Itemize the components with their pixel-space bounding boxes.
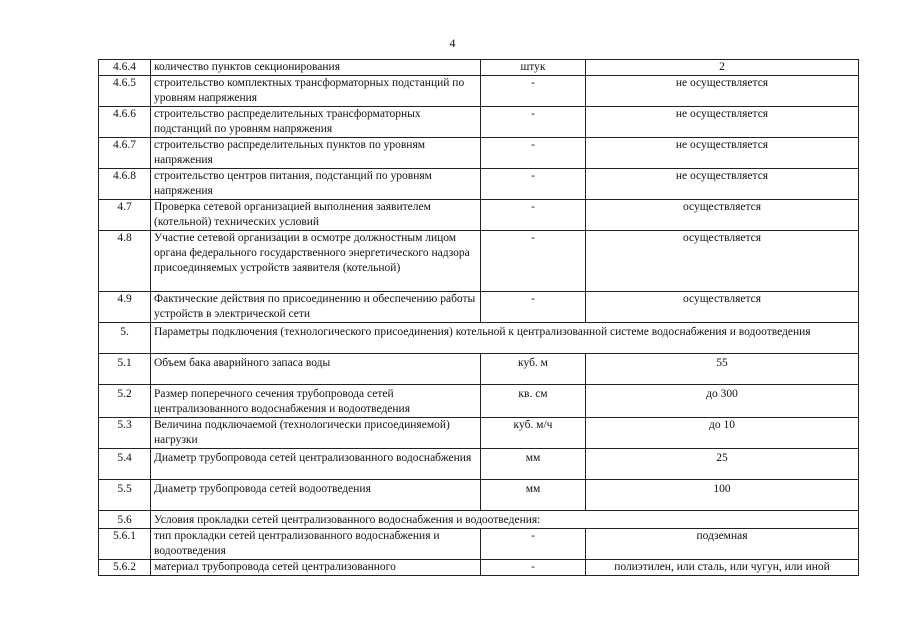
row-description: строительство центров питания, подстанций по уровням напряжения <box>151 169 481 200</box>
table-row <box>99 560 859 576</box>
row-number: 4.6.8 <box>99 169 151 200</box>
row-number: 5.3 <box>99 418 151 449</box>
row-number: 4.6.4 <box>99 60 151 76</box>
table-row <box>99 107 859 138</box>
table-row <box>99 60 859 76</box>
row-value: до 10 <box>586 418 859 449</box>
section-row <box>99 511 859 529</box>
row-unit: - <box>481 76 586 107</box>
row-unit: - <box>481 529 586 560</box>
row-value: не осуществляется <box>586 169 859 200</box>
row-value: полиэтилен, или сталь, или чугун, или иной <box>586 560 859 576</box>
table-row <box>99 385 859 418</box>
row-number: 5.1 <box>99 354 151 385</box>
row-description: строительство комплектных трансформаторных подстанций по уровням напряжения <box>151 76 481 107</box>
row-description: строительство распределительных пунктов по уровням напряжения <box>151 138 481 169</box>
row-unit: - <box>481 560 586 576</box>
row-value: 2 <box>586 60 859 76</box>
row-unit: мм <box>481 449 586 480</box>
page-number: 4 <box>449 36 456 50</box>
row-value: 100 <box>586 480 859 511</box>
row-number: 5. <box>99 323 151 354</box>
table-row <box>99 529 859 560</box>
table-row <box>99 480 859 511</box>
table-row <box>99 418 859 449</box>
row-unit: - <box>481 231 586 292</box>
row-number: 5.6 <box>99 511 151 529</box>
table-row <box>99 138 859 169</box>
row-number: 4.7 <box>99 200 151 231</box>
row-value: 55 <box>586 354 859 385</box>
parameters-table <box>98 59 859 576</box>
row-description: Величина подключаемой (технологически присоединяемой) нагрузки <box>151 418 481 449</box>
section-row <box>99 323 859 354</box>
row-unit: куб. м/ч <box>481 418 586 449</box>
row-description: Диаметр трубопровода сетей водоотведения <box>151 480 481 511</box>
row-value: до 300 <box>586 385 859 418</box>
row-description: Размер поперечного сечения трубопровода сетей централизованного водоснабжения и водоотведения <box>151 385 481 418</box>
row-number: 4.6.7 <box>99 138 151 169</box>
row-description: материал трубопровода сетей централизованного <box>151 560 481 576</box>
row-unit: - <box>481 292 586 323</box>
row-description: Участие сетевой организации в осмотре должностным лицом органа федерального государственного энергетического надзора присоединяемых устройств заявителя (котельной) <box>151 231 481 292</box>
row-number: 5.5 <box>99 480 151 511</box>
row-number: 5.6.2 <box>99 560 151 576</box>
row-value: осуществляется <box>586 231 859 292</box>
row-number: 5.6.1 <box>99 529 151 560</box>
row-value: осуществляется <box>586 200 859 231</box>
row-value: осуществляется <box>586 292 859 323</box>
table-row <box>99 76 859 107</box>
row-number: 5.2 <box>99 385 151 418</box>
row-unit: - <box>481 138 586 169</box>
row-value: 25 <box>586 449 859 480</box>
row-number: 4.6.5 <box>99 76 151 107</box>
table-row <box>99 200 859 231</box>
row-number: 4.6.6 <box>99 107 151 138</box>
row-description: Объем бака аварийного запаса воды <box>151 354 481 385</box>
row-unit: кв. см <box>481 385 586 418</box>
table-row <box>99 169 859 200</box>
row-unit: куб. м <box>481 354 586 385</box>
table-row <box>99 354 859 385</box>
table-row <box>99 449 859 480</box>
row-description: тип прокладки сетей централизованного водоснабжения и водоотведения <box>151 529 481 560</box>
section-description: Параметры подключения (технологического присоединения) котельной к централизованной системе водоснабжения и водоотведения <box>151 323 859 354</box>
row-value: не осуществляется <box>586 107 859 138</box>
row-value: не осуществляется <box>586 76 859 107</box>
row-description: количество пунктов секционирования <box>151 60 481 76</box>
row-unit: - <box>481 169 586 200</box>
row-description: Фактические действия по присоединению и обеспечению работы устройств в электрической сети <box>151 292 481 323</box>
table-row <box>99 231 859 292</box>
row-number: 4.8 <box>99 231 151 292</box>
row-unit: мм <box>481 480 586 511</box>
row-unit: - <box>481 200 586 231</box>
row-number: 4.9 <box>99 292 151 323</box>
row-description: Проверка сетевой организацией выполнения заявителем (котельной) технических условий <box>151 200 481 231</box>
row-unit: штук <box>481 60 586 76</box>
row-number: 5.4 <box>99 449 151 480</box>
section-description: Условия прокладки сетей централизованного водоснабжения и водоотведения: <box>151 511 859 529</box>
row-unit: - <box>481 107 586 138</box>
row-description: строительство распределительных трансформаторных подстанций по уровням напряжения <box>151 107 481 138</box>
row-description: Диаметр трубопровода сетей централизованного водоснабжения <box>151 449 481 480</box>
table-row <box>99 292 859 323</box>
row-value: подземная <box>586 529 859 560</box>
row-value: не осуществляется <box>586 138 859 169</box>
